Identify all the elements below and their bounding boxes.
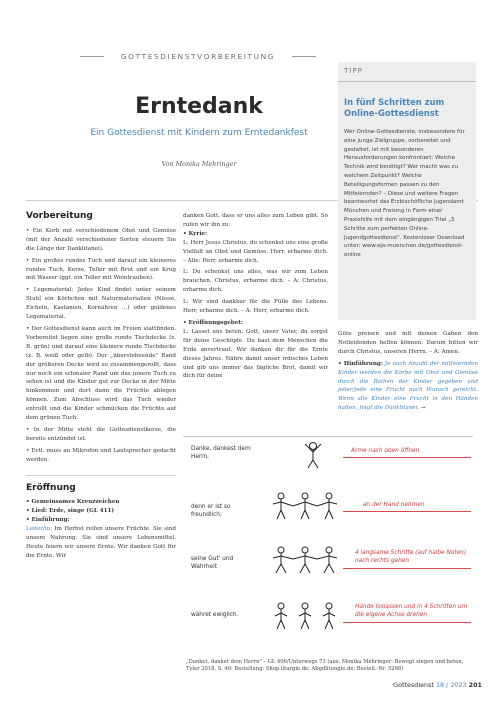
stick-figures-walking-icon: [269, 544, 341, 576]
figure-caption: „Danket, danket dem Herrn" – GL 406/Unterwegs 73 (aus: Monika Mehringer: Bewegt singen und beten, Tyler 2018, S. 40: Bestellung: Shop.liturgie.de; Abgdlitungle.de: Bestell.-Nr. 5268): [186, 659, 464, 672]
figure-lyric: seine Gut' und Wahrheit: [191, 556, 234, 570]
kyrie-3: L: Wir sind dankbar für die Fülle des Lebens. Herr, erbarme dich. – A: Herr, erbarme dich.: [183, 299, 328, 315]
list-item: • In der Mitte steht die Gottesdienstkerze, die bereits entzündet ist.: [26, 426, 176, 442]
list-item: • Evtl. muss an Mikrofon und Lautsprecher gedacht werden.: [26, 447, 176, 463]
kyrie-heading: • Kyrie:: [183, 230, 208, 237]
figure-instruction: Hände loslassen und in 4 Schritten um die eigene Achse drehen: [355, 604, 468, 618]
issue-number: 18 / 2023: [435, 681, 467, 689]
stick-figures-turning-icon: [269, 600, 341, 632]
figure-line: [343, 511, 471, 512]
stick-figures-holding-hands-icon: [269, 490, 341, 522]
heading-eroeffnung: Eröffnung: [26, 482, 76, 493]
list-item: • Ein großes rundes Tuch und darauf ein kleineres rundes Tuch, Kerze, Teller mit Brot und ein Krug mit Wasser (ggf. ein Teller mit Weintrauben).: [26, 257, 176, 282]
tip-label: TIPP: [344, 67, 363, 75]
figure-line: [343, 568, 471, 569]
list-item: • Gemeinsames Kreuzzeichen: [26, 499, 120, 506]
magazine-name: Gottesdienst: [393, 681, 434, 689]
hinfuehrung: • Hinführung: Je nach Anzahl der mitfeiernden Kinder werden die Körbe mit Obst und Gemüse durch die Reihen der Kinder gegeben und jeder/jede eine Frucht nach Wunsch gereicht. Wenn alle Kinder eine Frucht in den Händen halten, folgt die Danklitanei. →: [338, 360, 478, 412]
heading-vorbereitung: Vorbereitung: [26, 211, 93, 221]
list-item: • Der Gottesdienst kann auch im Freien stattfinden. Vorbereitet liegen eine große runde Tischdecke (z. B. grün) und darauf eine kleinere runde Tischdecke (z. B. weiß oder gelb). Der „übersteheende" Rand der größeren Decke wird so zusammengerollt, dass nur noch ein schmaler Rand um das innere Tuch zu sehen ist und die Kinder gut zur Decke in der Mitte hinkommen und dort dann die Früchte ablegen können. Zum Abschluss wird das Tuch wieder entrollt und die Kinder schmücken die Früchte auf dem grünen Tuch.: [26, 325, 176, 422]
column-right: [338, 330, 478, 413]
figure-lyric: denn er ist so freundlich;: [191, 504, 231, 518]
section-kicker: GOTTESDIENSTVORBEREITUNG: [120, 52, 276, 61]
paragraph: Güte preisen und mit deinen Gaben den Notleidenden helfen können. Darum bitten wir durch Christus, unseren Herrn. – A: Amen.: [338, 331, 478, 355]
list-item: • Ein Korb mit verschiedenem Obst und Gemüse (mit der Anzahl verschiedener Sorten steuern Sie die Länge der Danklitanei).: [26, 227, 176, 252]
page-number: 201: [468, 681, 482, 689]
stick-figure-arms-up-icon: [293, 440, 333, 470]
column-middle: [183, 212, 328, 381]
tip-body: Wer Online-Gottesdienste, insbesondere für eine junge Zielgruppe, vorbereitet und gestaltet, ist mit besonderen Herausforderungen konfrontiert: Welche Technik wird benötigt? Wer macht was zu welchem Zeitpunkt? Welche Beteiligungsformen passen zu den Mitfeiernden? – Diese und weitere Fragen beantwortet das Erzbischöfliche Jugendamt München und Freising in Form einer Praxishilfe mit dem eingängigen Titel „5 Schritte zum perfekten Online-Jugendgottesdienst". Kostenloser Download unter: www.eja-muenchen.de/gottesdienst-online: [344, 129, 465, 259]
gebet-text: L: Lasset uns beten: Gott, unser Vater, du sorgst für deine Geschöpfe. Du hast dem Menschen die Erde anvertraut. Wir danken dir für die Ernte dieses Jahres. Nähre damit unser irdisches Leben und gib uns immer das tägliche Brot, damit wir dich für deine: [183, 328, 328, 380]
list-item: • Lied: Erde, singe (GL 411): [26, 508, 115, 515]
paragraph: danken Gott, dass er uns alles zum Leben gibt. So rufen wir ihn zu:: [183, 213, 328, 228]
section-separator: [26, 475, 176, 476]
figure-instruction: Arme nach oben öffnen: [351, 448, 420, 454]
list-item: • Einführung:: [26, 517, 70, 524]
figure-line: [343, 622, 471, 623]
column-left: [26, 212, 176, 561]
tip-divider: [338, 81, 476, 82]
figure-instruction: an der Hand nehmen: [363, 502, 425, 508]
page-subtitle: Ein Gottesdienst mit Kindern zum Erntedankfest: [90, 128, 308, 138]
list-item: • Legematerial: Jedes Kind findet unter seinem Stuhl ein Körbchen mit Naturmaterialien (Nüsse, Eicheln, Kastanien, Kornähren …) oder goldenes Legematerial.: [26, 287, 176, 321]
gebet-heading: • Eröffnungsgebet:: [183, 319, 243, 326]
dance-figure: [183, 440, 473, 652]
page-title: Erntedank: [135, 94, 263, 119]
figure-line: [343, 457, 471, 458]
leader-label: Leiter/in:: [26, 526, 53, 533]
kyrie-1: L: Herr Jesus Christus, du schenkst uns eine große Vielfalt an Obst und Gemüse. Herr, erbarme dich. – Alle: Herr, erbarme dich.: [183, 239, 328, 264]
intro-text: Leiter/in: Im Herbst reifen unsere Früchte. Sie sind unsere Nahrung. Sie sind unsere Lebensmittel. Heute feiern wir unsere Ernte. Wir danken Gott für die Ernte. Wir: [26, 526, 176, 559]
arrow-icon: →: [420, 405, 426, 412]
kyrie-2: L: Du schenkst uns alles, was wir zum Leben brauchen. Christus, erbarme dich. – A: Christus, erbarme dich.: [183, 269, 328, 294]
byline: Von Monika Mehringer: [161, 160, 237, 168]
figure-instruction: 4 langsame Schritte (auf halbe Noten) nach rechts gehen: [355, 550, 467, 564]
divider-line: [183, 436, 473, 437]
figure-lyric: währet ewiglich.: [191, 612, 239, 618]
page-footer: [330, 681, 482, 689]
tip-title: In fünf Schritten zum Online-Gottesdienst: [344, 97, 445, 118]
kicker-line-right: [292, 56, 316, 57]
figure-lyric: Danke, dankest dem Herrn,: [191, 446, 251, 460]
